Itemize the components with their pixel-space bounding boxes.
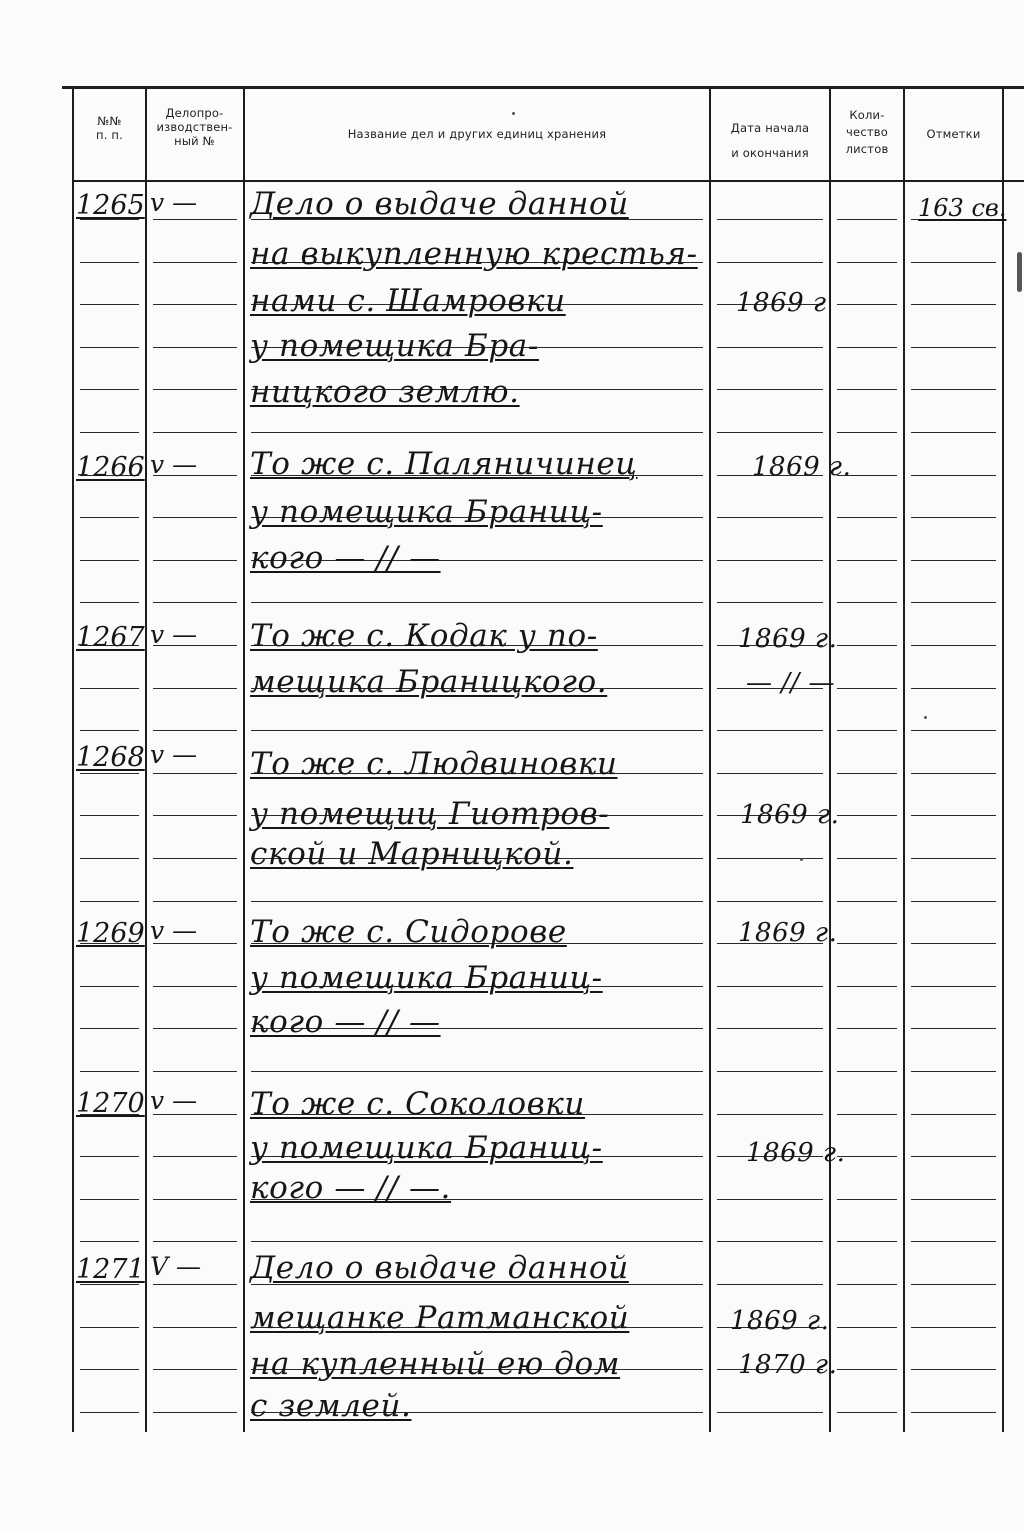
ruled-line [153,347,237,348]
ruled-line [80,858,139,859]
entry-date: 1869 г. [752,452,852,482]
ruled-line [911,858,996,859]
ruled-line [717,986,823,987]
entry-check-mark: v — [150,740,198,769]
entry-number: 1269 [76,918,145,949]
ruled-line [153,304,237,305]
ruled-line [837,389,897,390]
entry-date: 1869 г. [746,1138,846,1168]
ruled-line [153,602,237,603]
ruled-line [911,432,996,433]
ruled-line [911,1241,996,1242]
ruled-line [717,1284,823,1285]
entry-title-line: Дело о выдаче данной [250,186,629,222]
entry-number: 1270 [76,1088,145,1119]
entry-date: 1869 г. [730,1306,830,1336]
entry-check-mark: V — [150,1252,202,1281]
ruled-line [80,815,139,816]
header-title: Название дел и других единиц хранения [347,127,607,141]
ruled-line [911,901,996,902]
entry-title-line: ницкого землю. [250,374,520,410]
scan-speck [1017,252,1022,292]
ruled-line [80,1199,139,1200]
ruled-line [80,1028,139,1029]
entry-date: 1869 г. [738,624,838,654]
ruled-line [911,1369,996,1370]
ruled-line [80,1369,139,1370]
ruled-line [717,730,823,731]
ruled-line [837,1156,897,1157]
ruled-line [80,1327,139,1328]
ruled-line [251,901,703,902]
entry-title-line: с землей. [250,1388,412,1424]
ruled-line [911,602,996,603]
entry-check-mark: v — [150,1086,198,1115]
ruled-line [251,602,703,603]
ruled-line [911,1156,996,1157]
ruled-line [153,560,237,561]
column-divider-5 [903,86,905,1432]
ruled-line [911,730,996,731]
ruled-line [911,389,996,390]
ruled-line [911,304,996,305]
ruled-line [153,1241,237,1242]
ruled-line [837,432,897,433]
ruled-line [911,1114,996,1115]
entry-title-line: То же с. Людвиновки [250,746,618,782]
entry-check-mark: v — [150,620,198,649]
ruled-line [717,432,823,433]
ruled-line [717,1028,823,1029]
table-top-border [62,86,1024,89]
ruled-line [153,389,237,390]
ruled-line [837,1028,897,1029]
ruled-line [837,858,897,859]
header-office-number: Делопро- изводствен- ный № [156,106,233,148]
entry-number: 1266 [76,452,145,483]
ruled-line [837,1199,897,1200]
ruled-line [153,1369,237,1370]
header-sheets: Коли- чество листов [845,108,889,156]
entry-title-line: мещика Браницкого. [250,664,608,700]
ruled-line [153,901,237,902]
ruled-line [911,560,996,561]
ruled-line [717,219,823,220]
ruled-line [717,1412,823,1413]
ruled-line [837,730,897,731]
entry-title-line: Дело о выдаче данной [250,1250,629,1286]
entry-title-line: То же с. Сидорове [250,914,567,950]
ruled-line [80,262,139,263]
header-notes: Отметки [926,127,981,141]
ruled-line [911,1284,996,1285]
ruled-line [153,1327,237,1328]
ruled-line [837,1327,897,1328]
entry-title-line: на купленный ею дом [250,1346,621,1382]
header-num: №№ п. п. [95,114,123,142]
entry-title-line: ской и Марницкой. [250,836,574,872]
ruled-line [717,389,823,390]
ruled-line [717,602,823,603]
ruled-line [153,517,237,518]
ruled-line [911,1199,996,1200]
ruled-line [837,986,897,987]
ruled-line [80,517,139,518]
entry-title-line: у помещика Браниц- [250,1130,603,1166]
ruled-line [911,262,996,263]
entry-title-line: у помещика Бра- [250,328,539,364]
ruled-line [80,986,139,987]
ruled-line [251,730,703,731]
entry-number: 1267 [76,622,145,653]
ruled-line [911,986,996,987]
ruled-line [911,943,996,944]
ruled-line [717,1199,823,1200]
ruled-line [837,815,897,816]
ruled-line [80,1412,139,1413]
entry-check-mark: v — [150,450,198,479]
ruled-line [837,304,897,305]
ruled-line [717,517,823,518]
ruled-line [717,1071,823,1072]
entry-number: 1268 [76,742,145,773]
ruled-line [837,1369,897,1370]
scan-speck [512,112,515,115]
ruled-line [251,1241,703,1242]
entry-title-line: То же с. Паляничинец [250,446,638,482]
column-divider-3 [709,86,711,1432]
scan-speck [924,716,927,719]
ruled-line [153,219,237,220]
ruled-line [717,560,823,561]
entry-number: 1271 [76,1254,145,1285]
ruled-line [80,730,139,731]
entry-date: 1869 г. [740,800,840,830]
ruled-line [80,560,139,561]
entry-title-line: кого — // —. [250,1170,452,1206]
ruled-line [911,815,996,816]
entry-date-ditto: — // — [746,668,836,698]
ruled-line [837,347,897,348]
ruled-line [911,645,996,646]
ruled-line [717,347,823,348]
ruled-line [837,645,897,646]
entry-date: 1869 г [736,288,827,318]
ruled-line [251,432,703,433]
entry-check-mark: v — [150,916,198,945]
ruled-line [80,901,139,902]
entry-title-line: мещанке Ратманской [250,1300,630,1336]
ruled-line [153,1199,237,1200]
ruled-line [911,475,996,476]
ruled-line [153,1412,237,1413]
ruled-line [153,730,237,731]
header-bottom-border [72,180,1024,182]
entry-title-line: То же с. Соколовки [250,1086,585,1122]
ruled-line [153,1071,237,1072]
table-left-border [72,86,74,1432]
ruled-line [153,773,237,774]
ruled-line [837,1071,897,1072]
entry-title-line: у помещиц Гиотров- [250,796,610,832]
ruled-line [153,432,237,433]
entry-note: 163 св. [918,194,1007,222]
ruled-line [837,901,897,902]
ruled-line [153,986,237,987]
ruled-line [251,1071,703,1072]
entry-check-mark: v — [150,188,198,217]
ruled-line [911,1028,996,1029]
ruled-line [837,1114,897,1115]
ruled-line [911,1071,996,1072]
entry-date: 1869 г. [738,918,838,948]
ruled-line [837,219,897,220]
ruled-line [153,1028,237,1029]
ruled-line [153,262,237,263]
ruled-line [911,347,996,348]
ruled-line [153,1156,237,1157]
ruled-line [837,602,897,603]
ruled-line [911,773,996,774]
ruled-line [837,943,897,944]
entry-date-end: 1870 г. [738,1350,838,1380]
ruled-line [717,1114,823,1115]
ruled-line [153,858,237,859]
ruled-line [80,304,139,305]
ruled-line [717,262,823,263]
ruled-line [80,688,139,689]
ruled-line [717,1241,823,1242]
table-right-border [1002,86,1004,1432]
entry-title-line: у помещика Браниц- [250,960,603,996]
ruled-line [80,347,139,348]
ruled-line [837,1412,897,1413]
ruled-line [837,262,897,263]
ruled-line [911,1412,996,1413]
ruled-line [837,688,897,689]
ruled-line [837,773,897,774]
ruled-line [80,389,139,390]
ruled-line [911,517,996,518]
entry-number: 1265 [76,190,145,221]
scan-speck [800,858,803,861]
entry-title-line: на выкупленную крестья- [250,236,698,272]
ruled-line [717,858,823,859]
entry-title-line: кого — // — [250,540,441,576]
ruled-line [911,688,996,689]
ruled-line [80,602,139,603]
ruled-line [80,1156,139,1157]
ruled-line [80,1071,139,1072]
entry-title-line: кого — // — [250,1004,441,1040]
header-dates: Дата начала и окончания [730,121,810,160]
ruled-line [837,1241,897,1242]
ruled-line [153,1284,237,1285]
ruled-line [153,688,237,689]
ruled-line [80,1241,139,1242]
ruled-line [837,517,897,518]
ruled-line [153,815,237,816]
ruled-line [837,560,897,561]
entry-title-line: То же с. Кодак у по- [250,618,598,654]
ruled-line [80,432,139,433]
ruled-line [717,901,823,902]
ruled-line [717,773,823,774]
ruled-line [911,1327,996,1328]
entry-title-line: у помещика Браниц- [250,494,603,530]
entry-title-line: нами с. Шамровки [250,283,566,319]
column-divider-4 [829,86,831,1432]
ruled-line [80,773,139,774]
ruled-line [837,1284,897,1285]
